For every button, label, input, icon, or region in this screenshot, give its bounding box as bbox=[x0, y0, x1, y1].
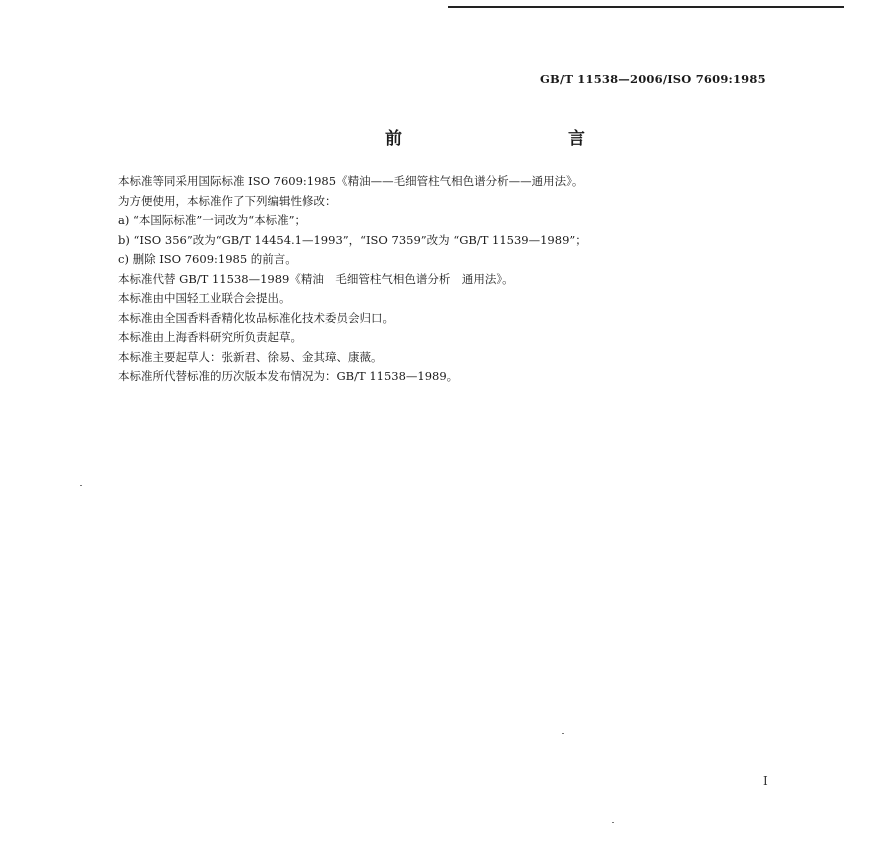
list-item-a: a) “本国际标准”一词改为“本标准”； bbox=[118, 213, 307, 227]
paragraph-drafters: 本标准主要起草人：张新君、徐易、金其璋、康薇。 bbox=[118, 349, 383, 364]
scan-speck bbox=[562, 733, 564, 734]
paragraph-proposed-by: 本标准由中国轻工业联合会提出。 bbox=[118, 291, 291, 305]
paragraph-history: 本标准所代替标准的历次版本发布情况为：GB/T 11538—1989。 bbox=[118, 369, 459, 383]
paragraph-centralized-by: 本标准由全国香料香精化妆品标准化技术委员会归口。 bbox=[118, 310, 394, 325]
paragraph-adoption: 本标准等同采用国际标准 ISO 7609:1985《精油——毛细管柱气相色谱分析——通用法》。 bbox=[118, 174, 584, 188]
page-title: 前 言 bbox=[385, 129, 629, 149]
foreword-body bbox=[118, 172, 758, 387]
scan-speck bbox=[80, 485, 82, 486]
paragraph-edits-intro: 为方便使用，本标准作了下列编辑性修改： bbox=[118, 193, 337, 208]
top-rule bbox=[448, 6, 844, 8]
list-item-b: b) “ISO 356”改为“GB/T 14454.1—1993”，“ISO 7359”改为 “GB/T 11539—1989”； bbox=[118, 232, 587, 247]
scan-speck bbox=[612, 822, 614, 823]
standard-code: GB/T 11538—2006/ISO 7609:1985 bbox=[540, 72, 766, 86]
page-number: I bbox=[763, 774, 768, 788]
paragraph-drafted-by: 本标准由上海香料研究所负责起草。 bbox=[118, 330, 302, 344]
paragraph-replaces: 本标准代替 GB/T 11538—1989《精油 毛细管柱气相色谱分析 通用法》。 bbox=[118, 271, 514, 286]
list-item-c: c) 删除 ISO 7609:1985 的前言。 bbox=[118, 252, 297, 266]
